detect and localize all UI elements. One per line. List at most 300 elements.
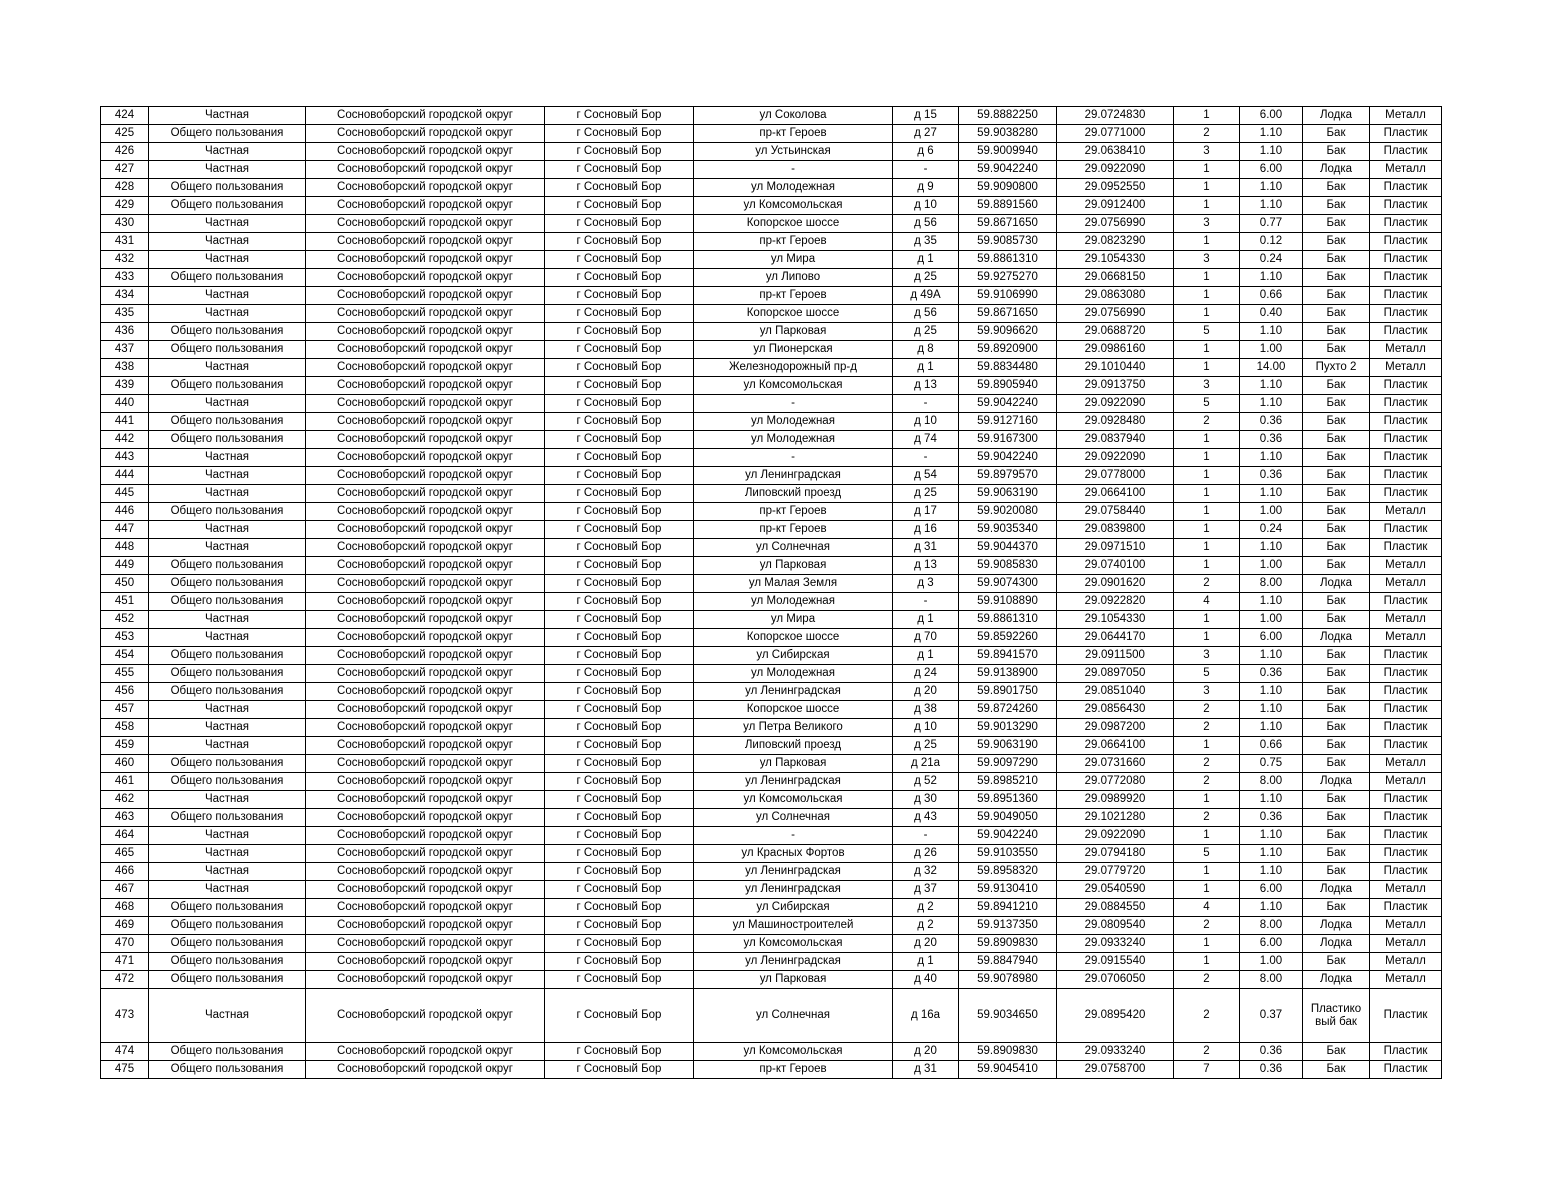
- cell-ownership: Общего пользования: [149, 899, 306, 917]
- cell-volume: 1.10: [1240, 701, 1303, 719]
- cell-volume: 0.36: [1240, 1043, 1303, 1061]
- cell-street: ул Малая Земля: [694, 575, 893, 593]
- cell-latitude: 59.9063190: [959, 737, 1057, 755]
- cell-longitude: 29.0778000: [1057, 467, 1174, 485]
- cell-settlement: г Сосновый Бор: [545, 737, 694, 755]
- cell-house: д 74: [893, 431, 959, 449]
- cell-latitude: 59.9097290: [959, 755, 1057, 773]
- cell-container-type: Бак: [1303, 341, 1370, 359]
- cell-street: -: [694, 449, 893, 467]
- cell-ownership: Общего пользования: [149, 647, 306, 665]
- cell-ownership: Частная: [149, 539, 306, 557]
- cell-volume: 6.00: [1240, 629, 1303, 647]
- cell-row-number: 464: [101, 827, 149, 845]
- cell-volume: 0.36: [1240, 1061, 1303, 1079]
- cell-street: ул Ленинградская: [694, 467, 893, 485]
- cell-latitude: 59.9108890: [959, 593, 1057, 611]
- cell-latitude: 59.8882250: [959, 107, 1057, 125]
- cell-settlement: г Сосновый Бор: [545, 917, 694, 935]
- table-row: [101, 593, 1442, 611]
- cell-latitude: 59.8905940: [959, 377, 1057, 395]
- cell-material: Пластик: [1370, 539, 1442, 557]
- cell-container-type: Бак: [1303, 521, 1370, 539]
- cell-house: д 32: [893, 863, 959, 881]
- cell-row-number: 459: [101, 737, 149, 755]
- cell-container-type: Бак: [1303, 413, 1370, 431]
- cell-ownership: Общего пользования: [149, 665, 306, 683]
- cell-material: Пластик: [1370, 395, 1442, 413]
- cell-settlement: г Сосновый Бор: [545, 233, 694, 251]
- cell-row-number: 430: [101, 215, 149, 233]
- cell-house: д 43: [893, 809, 959, 827]
- cell-container-type: Лодка: [1303, 881, 1370, 899]
- cell-material: Пластик: [1370, 593, 1442, 611]
- cell-latitude: 59.8671650: [959, 215, 1057, 233]
- cell-municipality: Сосновоборский городской округ: [306, 935, 545, 953]
- cell-settlement: г Сосновый Бор: [545, 143, 694, 161]
- cell-municipality: Сосновоборский городской округ: [306, 359, 545, 377]
- cell-container-count: 1: [1174, 611, 1240, 629]
- cell-container-type: Бак: [1303, 1043, 1370, 1061]
- cell-street: ул Сибирская: [694, 899, 893, 917]
- cell-volume: 1.10: [1240, 485, 1303, 503]
- cell-material: Пластик: [1370, 125, 1442, 143]
- cell-latitude: 59.9078980: [959, 971, 1057, 989]
- cell-material: Металл: [1370, 107, 1442, 125]
- cell-street: -: [694, 827, 893, 845]
- cell-longitude: 29.0771000: [1057, 125, 1174, 143]
- cell-street: пр-кт Героев: [694, 521, 893, 539]
- cell-row-number: 436: [101, 323, 149, 341]
- cell-row-number: 452: [101, 611, 149, 629]
- cell-row-number: 462: [101, 791, 149, 809]
- cell-row-number: 448: [101, 539, 149, 557]
- cell-municipality: Сосновоборский городской округ: [306, 251, 545, 269]
- cell-municipality: Сосновоборский городской округ: [306, 413, 545, 431]
- cell-settlement: г Сосновый Бор: [545, 1043, 694, 1061]
- cell-volume: 1.10: [1240, 593, 1303, 611]
- cell-municipality: Сосновоборский городской округ: [306, 395, 545, 413]
- cell-container-type: Бак: [1303, 737, 1370, 755]
- cell-container-count: 1: [1174, 233, 1240, 251]
- cell-settlement: г Сосновый Бор: [545, 251, 694, 269]
- cell-ownership: Общего пользования: [149, 125, 306, 143]
- cell-municipality: Сосновоборский городской округ: [306, 323, 545, 341]
- cell-row-number: 435: [101, 305, 149, 323]
- cell-material: Пластик: [1370, 719, 1442, 737]
- cell-ownership: Частная: [149, 215, 306, 233]
- cell-material: Пластик: [1370, 467, 1442, 485]
- table-row: [101, 827, 1442, 845]
- cell-latitude: 59.9106990: [959, 287, 1057, 305]
- cell-house: д 25: [893, 269, 959, 287]
- cell-municipality: Сосновоборский городской округ: [306, 845, 545, 863]
- cell-row-number: 429: [101, 197, 149, 215]
- cell-longitude: 29.0794180: [1057, 845, 1174, 863]
- cell-settlement: г Сосновый Бор: [545, 467, 694, 485]
- table-row: [101, 575, 1442, 593]
- cell-settlement: г Сосновый Бор: [545, 521, 694, 539]
- cell-street: ул Парковая: [694, 971, 893, 989]
- cell-container-type: Бак: [1303, 215, 1370, 233]
- cell-container-count: 1: [1174, 521, 1240, 539]
- cell-row-number: 434: [101, 287, 149, 305]
- cell-latitude: 59.9042240: [959, 395, 1057, 413]
- cell-container-count: 1: [1174, 827, 1240, 845]
- cell-latitude: 59.9045410: [959, 1061, 1057, 1079]
- cell-street: ул Ленинградская: [694, 953, 893, 971]
- cell-material: Пластик: [1370, 197, 1442, 215]
- cell-ownership: Общего пользования: [149, 1061, 306, 1079]
- cell-settlement: г Сосновый Бор: [545, 179, 694, 197]
- cell-longitude: 29.0897050: [1057, 665, 1174, 683]
- table-row: [101, 269, 1442, 287]
- cell-row-number: 446: [101, 503, 149, 521]
- cell-row-number: 451: [101, 593, 149, 611]
- cell-row-number: 454: [101, 647, 149, 665]
- cell-container-count: 1: [1174, 863, 1240, 881]
- table-row: [101, 305, 1442, 323]
- cell-container-type: Бак: [1303, 863, 1370, 881]
- cell-container-type: Бак: [1303, 305, 1370, 323]
- cell-ownership: Частная: [149, 521, 306, 539]
- cell-longitude: 29.0915540: [1057, 953, 1174, 971]
- cell-container-count: 3: [1174, 215, 1240, 233]
- cell-container-count: 3: [1174, 251, 1240, 269]
- cell-container-type: Лодка: [1303, 161, 1370, 179]
- cell-row-number: 425: [101, 125, 149, 143]
- cell-volume: 1.10: [1240, 539, 1303, 557]
- cell-container-count: 7: [1174, 1061, 1240, 1079]
- cell-street: ул Комсомольская: [694, 791, 893, 809]
- cell-longitude: 29.0913750: [1057, 377, 1174, 395]
- cell-latitude: 59.8847940: [959, 953, 1057, 971]
- cell-longitude: 29.0989920: [1057, 791, 1174, 809]
- cell-longitude: 29.0731660: [1057, 755, 1174, 773]
- cell-volume: 0.36: [1240, 809, 1303, 827]
- cell-volume: 1.10: [1240, 899, 1303, 917]
- table-row: [101, 773, 1442, 791]
- cell-street: Копорское шоссе: [694, 305, 893, 323]
- cell-volume: 14.00: [1240, 359, 1303, 377]
- table-row: [101, 143, 1442, 161]
- cell-row-number: 468: [101, 899, 149, 917]
- cell-container-type: Бак: [1303, 485, 1370, 503]
- cell-row-number: 438: [101, 359, 149, 377]
- cell-longitude: 29.0971510: [1057, 539, 1174, 557]
- cell-container-type: Бак: [1303, 953, 1370, 971]
- cell-material: Металл: [1370, 935, 1442, 953]
- table-row: [101, 1061, 1442, 1079]
- cell-row-number: 460: [101, 755, 149, 773]
- cell-material: Пластик: [1370, 665, 1442, 683]
- cell-row-number: 453: [101, 629, 149, 647]
- cell-municipality: Сосновоборский городской округ: [306, 215, 545, 233]
- cell-container-type: Пухто 2: [1303, 359, 1370, 377]
- cell-street: ул Ленинградская: [694, 683, 893, 701]
- cell-row-number: 444: [101, 467, 149, 485]
- cell-house: д 13: [893, 377, 959, 395]
- cell-volume: 1.10: [1240, 845, 1303, 863]
- cell-longitude: 29.0839800: [1057, 521, 1174, 539]
- cell-municipality: Сосновоборский городской округ: [306, 575, 545, 593]
- cell-ownership: Частная: [149, 395, 306, 413]
- cell-volume: 0.40: [1240, 305, 1303, 323]
- cell-settlement: г Сосновый Бор: [545, 953, 694, 971]
- cell-house: д 1: [893, 359, 959, 377]
- cell-ownership: Частная: [149, 701, 306, 719]
- cell-longitude: 29.0912400: [1057, 197, 1174, 215]
- cell-volume: 0.77: [1240, 215, 1303, 233]
- cell-container-type: Бак: [1303, 179, 1370, 197]
- cell-house: д 35: [893, 233, 959, 251]
- cell-street: ул Красных Фортов: [694, 845, 893, 863]
- cell-volume: 0.36: [1240, 431, 1303, 449]
- table-row: [101, 287, 1442, 305]
- cell-volume: 1.00: [1240, 557, 1303, 575]
- cell-row-number: 473: [101, 989, 149, 1043]
- cell-ownership: Общего пользования: [149, 179, 306, 197]
- cell-container-type: Лодка: [1303, 971, 1370, 989]
- cell-container-count: 1: [1174, 539, 1240, 557]
- cell-container-count: 1: [1174, 341, 1240, 359]
- cell-house: д 15: [893, 107, 959, 125]
- cell-longitude: 29.0724830: [1057, 107, 1174, 125]
- cell-ownership: Общего пользования: [149, 197, 306, 215]
- cell-house: д 24: [893, 665, 959, 683]
- cell-container-count: 5: [1174, 665, 1240, 683]
- cell-longitude: 29.0922090: [1057, 449, 1174, 467]
- cell-row-number: 458: [101, 719, 149, 737]
- table-row: [101, 953, 1442, 971]
- cell-row-number: 469: [101, 917, 149, 935]
- cell-volume: 0.66: [1240, 287, 1303, 305]
- cell-settlement: г Сосновый Бор: [545, 683, 694, 701]
- cell-container-type: Бак: [1303, 665, 1370, 683]
- cell-street: Копорское шоссе: [694, 215, 893, 233]
- document-page: [100, 106, 1441, 1079]
- cell-longitude: 29.1021280: [1057, 809, 1174, 827]
- cell-settlement: г Сосновый Бор: [545, 107, 694, 125]
- cell-volume: 8.00: [1240, 773, 1303, 791]
- cell-settlement: г Сосновый Бор: [545, 593, 694, 611]
- table-row: [101, 809, 1442, 827]
- cell-material: Пластик: [1370, 845, 1442, 863]
- cell-row-number: 457: [101, 701, 149, 719]
- cell-ownership: Общего пользования: [149, 683, 306, 701]
- cell-container-type: Бак: [1303, 611, 1370, 629]
- cell-latitude: 59.9138900: [959, 665, 1057, 683]
- cell-street: ул Пионерская: [694, 341, 893, 359]
- cell-container-count: 4: [1174, 593, 1240, 611]
- cell-ownership: Общего пользования: [149, 809, 306, 827]
- cell-longitude: 29.0863080: [1057, 287, 1174, 305]
- cell-longitude: 29.0986160: [1057, 341, 1174, 359]
- cell-municipality: Сосновоборский городской округ: [306, 287, 545, 305]
- cell-material: Пластик: [1370, 683, 1442, 701]
- cell-container-count: 2: [1174, 755, 1240, 773]
- cell-material: Пластик: [1370, 1043, 1442, 1061]
- cell-municipality: Сосновоборский городской округ: [306, 791, 545, 809]
- cell-ownership: Частная: [149, 845, 306, 863]
- cell-house: д 1: [893, 647, 959, 665]
- cell-material: Пластик: [1370, 179, 1442, 197]
- cell-house: д 20: [893, 683, 959, 701]
- cell-container-type: Бак: [1303, 251, 1370, 269]
- cell-container-count: 5: [1174, 845, 1240, 863]
- cell-house: д 16а: [893, 989, 959, 1043]
- cell-settlement: г Сосновый Бор: [545, 629, 694, 647]
- cell-ownership: Общего пользования: [149, 755, 306, 773]
- cell-municipality: Сосновоборский городской округ: [306, 701, 545, 719]
- cell-street: ул Мира: [694, 611, 893, 629]
- cell-longitude: 29.0987200: [1057, 719, 1174, 737]
- cell-row-number: 463: [101, 809, 149, 827]
- cell-container-count: 1: [1174, 269, 1240, 287]
- cell-latitude: 59.9137350: [959, 917, 1057, 935]
- cell-house: д 1: [893, 251, 959, 269]
- table-row: [101, 863, 1442, 881]
- cell-ownership: Общего пользования: [149, 917, 306, 935]
- cell-street: пр-кт Героев: [694, 1061, 893, 1079]
- cell-municipality: Сосновоборский городской округ: [306, 917, 545, 935]
- cell-ownership: Частная: [149, 611, 306, 629]
- cell-volume: 0.75: [1240, 755, 1303, 773]
- cell-material: Металл: [1370, 773, 1442, 791]
- cell-volume: 1.10: [1240, 125, 1303, 143]
- cell-house: д 1: [893, 953, 959, 971]
- cell-material: Металл: [1370, 917, 1442, 935]
- cell-street: Железнодорожный пр-д: [694, 359, 893, 377]
- cell-row-number: 475: [101, 1061, 149, 1079]
- cell-municipality: Сосновоборский городской округ: [306, 773, 545, 791]
- cell-ownership: Частная: [149, 359, 306, 377]
- cell-municipality: Сосновоборский городской округ: [306, 269, 545, 287]
- cell-municipality: Сосновоборский городской округ: [306, 719, 545, 737]
- cell-ownership: Общего пользования: [149, 431, 306, 449]
- cell-container-count: 5: [1174, 323, 1240, 341]
- cell-longitude: 29.1054330: [1057, 611, 1174, 629]
- table-row: [101, 935, 1442, 953]
- cell-settlement: г Сосновый Бор: [545, 863, 694, 881]
- cell-municipality: Сосновоборский городской округ: [306, 611, 545, 629]
- cell-container-count: 2: [1174, 971, 1240, 989]
- cell-ownership: Частная: [149, 107, 306, 125]
- cell-longitude: 29.0668150: [1057, 269, 1174, 287]
- cell-container-count: 2: [1174, 917, 1240, 935]
- cell-municipality: Сосновоборский городской округ: [306, 737, 545, 755]
- cell-container-type: Бак: [1303, 755, 1370, 773]
- cell-latitude: 59.8941570: [959, 647, 1057, 665]
- cell-street: ул Молодежная: [694, 179, 893, 197]
- table-row: [101, 449, 1442, 467]
- cell-street: ул Липово: [694, 269, 893, 287]
- cell-container-count: 3: [1174, 377, 1240, 395]
- cell-volume: 1.10: [1240, 323, 1303, 341]
- cell-container-type: Лодка: [1303, 935, 1370, 953]
- cell-ownership: Общего пользования: [149, 557, 306, 575]
- cell-street: ул Машиностроителей: [694, 917, 893, 935]
- cell-latitude: 59.8979570: [959, 467, 1057, 485]
- cell-material: Металл: [1370, 629, 1442, 647]
- cell-volume: 1.10: [1240, 683, 1303, 701]
- cell-ownership: Частная: [149, 287, 306, 305]
- cell-container-type: Бак: [1303, 503, 1370, 521]
- table-row: [101, 647, 1442, 665]
- cell-municipality: Сосновоборский городской округ: [306, 899, 545, 917]
- table-row: [101, 881, 1442, 899]
- cell-longitude: 29.0756990: [1057, 215, 1174, 233]
- cell-house: д 30: [893, 791, 959, 809]
- cell-volume: 1.00: [1240, 953, 1303, 971]
- cell-longitude: 29.0856430: [1057, 701, 1174, 719]
- cell-container-count: 2: [1174, 809, 1240, 827]
- cell-volume: 0.36: [1240, 467, 1303, 485]
- cell-volume: 1.10: [1240, 143, 1303, 161]
- table-row: [101, 251, 1442, 269]
- cell-municipality: Сосновоборский городской округ: [306, 449, 545, 467]
- cell-material: Пластик: [1370, 251, 1442, 269]
- cell-ownership: Частная: [149, 305, 306, 323]
- cell-row-number: 447: [101, 521, 149, 539]
- cell-ownership: Частная: [149, 881, 306, 899]
- cell-ownership: Общего пользования: [149, 953, 306, 971]
- cell-house: д 31: [893, 1061, 959, 1079]
- cell-container-count: 1: [1174, 881, 1240, 899]
- cell-material: Металл: [1370, 161, 1442, 179]
- cell-container-type: Лодка: [1303, 917, 1370, 935]
- cell-street: ул Мира: [694, 251, 893, 269]
- cell-settlement: г Сосновый Бор: [545, 431, 694, 449]
- cell-ownership: Частная: [149, 485, 306, 503]
- cell-street: пр-кт Героев: [694, 125, 893, 143]
- cell-latitude: 59.9074300: [959, 575, 1057, 593]
- cell-container-type: Бак: [1303, 647, 1370, 665]
- cell-container-count: 3: [1174, 647, 1240, 665]
- cell-container-type: Лодка: [1303, 575, 1370, 593]
- cell-material: Пластик: [1370, 449, 1442, 467]
- cell-latitude: 59.8951360: [959, 791, 1057, 809]
- cell-container-type: Бак: [1303, 557, 1370, 575]
- cell-municipality: Сосновоборский городской округ: [306, 593, 545, 611]
- cell-ownership: Частная: [149, 251, 306, 269]
- cell-street: ул Сибирская: [694, 647, 893, 665]
- cell-material: Пластик: [1370, 323, 1442, 341]
- cell-house: д 6: [893, 143, 959, 161]
- cell-container-type: Бак: [1303, 449, 1370, 467]
- cell-house: -: [893, 449, 959, 467]
- cell-latitude: 59.9042240: [959, 449, 1057, 467]
- cell-latitude: 59.9034650: [959, 989, 1057, 1043]
- cell-settlement: г Сосновый Бор: [545, 791, 694, 809]
- table-row: [101, 1043, 1442, 1061]
- cell-longitude: 29.0758440: [1057, 503, 1174, 521]
- cell-volume: 0.12: [1240, 233, 1303, 251]
- cell-volume: 1.10: [1240, 449, 1303, 467]
- cell-container-type: Бак: [1303, 395, 1370, 413]
- cell-row-number: 466: [101, 863, 149, 881]
- cell-settlement: г Сосновый Бор: [545, 485, 694, 503]
- cell-settlement: г Сосновый Бор: [545, 971, 694, 989]
- cell-latitude: 59.8861310: [959, 251, 1057, 269]
- cell-settlement: г Сосновый Бор: [545, 989, 694, 1043]
- cell-container-type: Бак: [1303, 809, 1370, 827]
- cell-house: д 21а: [893, 755, 959, 773]
- cell-container-type: Лодка: [1303, 107, 1370, 125]
- cell-container-count: 1: [1174, 503, 1240, 521]
- cell-material: Пластик: [1370, 737, 1442, 755]
- cell-house: д 13: [893, 557, 959, 575]
